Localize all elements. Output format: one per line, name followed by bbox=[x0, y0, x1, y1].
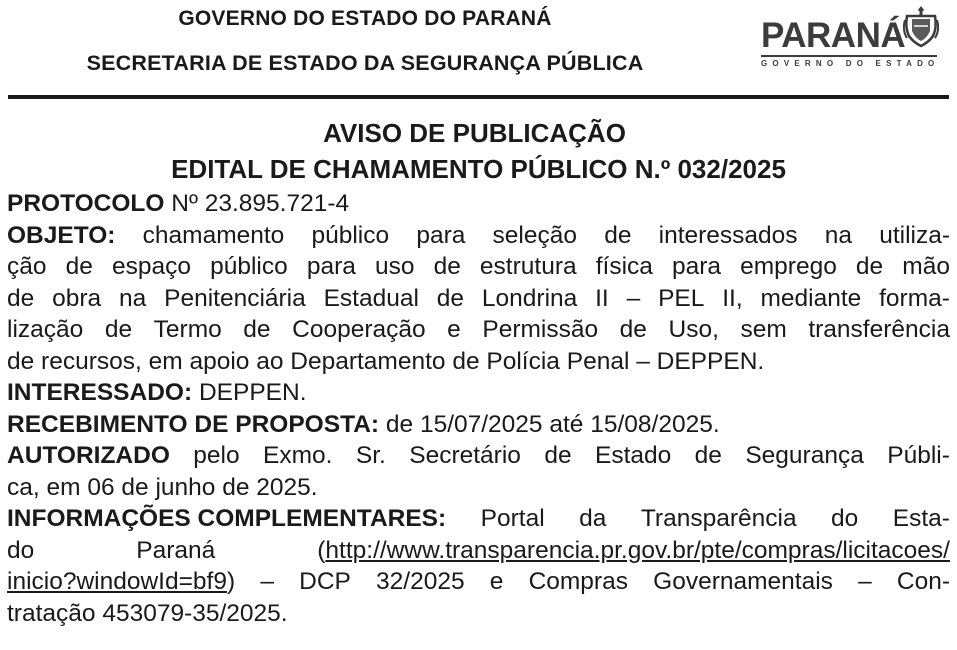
word: Segurança bbox=[745, 442, 864, 469]
word: Sr. bbox=[355, 442, 386, 469]
word: Secretário bbox=[409, 442, 521, 469]
informacoes-line-3 bbox=[7, 566, 950, 598]
logo-rule bbox=[761, 55, 937, 57]
word: PEL bbox=[658, 284, 705, 312]
word: de bbox=[436, 284, 465, 312]
transparency-portal-link-cont[interactable]: inicio?windowId=bf9 bbox=[7, 568, 227, 595]
word: de bbox=[104, 316, 133, 343]
word: do bbox=[831, 505, 859, 532]
informacoes-line-1 bbox=[7, 503, 950, 535]
word: de bbox=[433, 253, 461, 280]
word: – bbox=[260, 568, 274, 595]
informacoes-line-4: tratação 453079-35/2025. bbox=[7, 599, 288, 627]
document-header bbox=[0, 0, 957, 100]
word: e bbox=[489, 568, 504, 595]
word: seleção bbox=[492, 221, 577, 249]
word: na bbox=[824, 221, 853, 249]
header-divider bbox=[8, 95, 949, 99]
word: da bbox=[579, 505, 607, 532]
word: Penitenciária bbox=[164, 284, 306, 312]
word: público bbox=[210, 253, 288, 280]
word: II bbox=[595, 284, 609, 312]
word: estrutura bbox=[479, 253, 577, 280]
word: uso bbox=[374, 253, 415, 280]
secretariat-name: SECRETARIA DE ESTADO DA SEGURANÇA PÚBLICA bbox=[86, 51, 644, 75]
autorizado-line-2: ca, em 06 de junho de 2025. bbox=[7, 473, 318, 501]
word: transferência bbox=[808, 316, 950, 343]
objeto-line-1 bbox=[7, 220, 950, 252]
word: emprego bbox=[740, 253, 837, 280]
word: pelo bbox=[193, 442, 240, 469]
word: Governamentais bbox=[653, 568, 833, 595]
word: para bbox=[416, 221, 466, 249]
transparency-link-wrapper bbox=[317, 535, 950, 567]
word: física bbox=[595, 253, 653, 280]
word: de bbox=[65, 253, 93, 280]
word: Públi- bbox=[887, 442, 950, 469]
word: para bbox=[671, 253, 722, 280]
recebimento-value: de 15/07/2025 até 15/08/2025. bbox=[379, 410, 720, 438]
objeto-line-4 bbox=[7, 314, 950, 346]
word: do bbox=[7, 536, 35, 564]
word: Uso, bbox=[668, 316, 719, 343]
word: Estadual bbox=[323, 284, 419, 312]
protocolo-label: PROTOCOLO bbox=[7, 190, 165, 217]
interessado-label: INTERESSADO: bbox=[7, 379, 193, 406]
word: obra bbox=[52, 284, 102, 312]
open-paren: ( bbox=[317, 536, 326, 564]
word: de bbox=[544, 442, 572, 469]
word: – bbox=[858, 568, 872, 595]
word: de bbox=[604, 221, 632, 249]
word: II, bbox=[722, 284, 743, 312]
recebimento-line bbox=[7, 409, 950, 441]
state-crest-icon bbox=[903, 4, 939, 50]
word: Londrina bbox=[481, 284, 578, 312]
word: espaço bbox=[111, 253, 191, 280]
informacoes-line-2 bbox=[7, 535, 950, 567]
interessado-value: DEPPEN. bbox=[192, 379, 307, 406]
objeto-label: OBJETO: bbox=[7, 221, 116, 249]
word: de bbox=[619, 316, 647, 343]
objeto-line-3 bbox=[7, 283, 950, 315]
word: Con- bbox=[896, 568, 950, 595]
word: mão bbox=[902, 253, 950, 280]
word: Esta- bbox=[892, 505, 950, 532]
logo-wordmark: PARANÁ bbox=[761, 16, 906, 55]
word: DCP bbox=[299, 568, 351, 595]
word: na bbox=[119, 284, 147, 312]
word: forma- bbox=[879, 284, 950, 312]
objeto-line-5: de recursos, em apoio ao Departamento de Polícia Penal – DEPPEN. bbox=[7, 347, 765, 375]
government-name: GOVERNO DO ESTADO DO PARANÁ bbox=[178, 7, 552, 30]
word: chamamento bbox=[142, 221, 285, 249]
transparency-portal-link[interactable]: http://www.transparencia.pr.gov.br/pte/compras/licitacoes/ bbox=[325, 536, 950, 564]
word: ção bbox=[7, 253, 47, 280]
notice-title: AVISO DE PUBLICAÇÃO bbox=[323, 118, 626, 148]
word: Compras bbox=[528, 568, 628, 595]
word: Termo bbox=[153, 316, 222, 343]
notice-body bbox=[7, 188, 950, 629]
word: utiliza- bbox=[879, 221, 950, 249]
autorizado-label: AUTORIZADO bbox=[7, 442, 170, 469]
word: sem bbox=[740, 316, 787, 343]
protocolo-value: Nº 23.895.721-4 bbox=[164, 190, 350, 217]
word: Estado bbox=[594, 442, 672, 469]
word: de bbox=[694, 442, 722, 469]
parana-logo bbox=[757, 4, 940, 70]
close-paren: ) bbox=[226, 568, 236, 595]
interessado-line bbox=[7, 377, 950, 409]
word: lização bbox=[7, 316, 84, 343]
word: Transparência bbox=[640, 505, 797, 532]
word: Permissão bbox=[482, 316, 599, 343]
word: Portal bbox=[480, 505, 545, 532]
protocolo-line bbox=[7, 188, 950, 220]
link-tail-wrapper bbox=[7, 566, 235, 598]
autorizado-line-1 bbox=[7, 440, 950, 472]
logo-subtitle: GOVERNO DO ESTADO bbox=[761, 59, 940, 68]
word: de bbox=[243, 316, 271, 343]
word: – bbox=[626, 284, 641, 312]
word: de bbox=[7, 284, 35, 312]
objeto-line-2 bbox=[7, 251, 950, 283]
word: interessados bbox=[658, 221, 798, 249]
informacoes-label: INFORMAÇÕES COMPLEMENTARES: bbox=[7, 505, 447, 532]
word: Paraná bbox=[136, 536, 216, 564]
word: de bbox=[855, 253, 884, 280]
word: mediante bbox=[760, 284, 862, 312]
word: público bbox=[311, 221, 390, 249]
word: e bbox=[447, 316, 461, 343]
word: Cooperação bbox=[292, 316, 426, 343]
word: para bbox=[306, 253, 356, 280]
word: 32/2025 bbox=[376, 568, 465, 595]
word: Exmo. bbox=[263, 442, 333, 469]
recebimento-label: RECEBIMENTO DE PROPOSTA: bbox=[7, 410, 380, 438]
edital-title: EDITAL DE CHAMAMENTO PÚBLICO N.º 032/2025 bbox=[171, 154, 786, 184]
